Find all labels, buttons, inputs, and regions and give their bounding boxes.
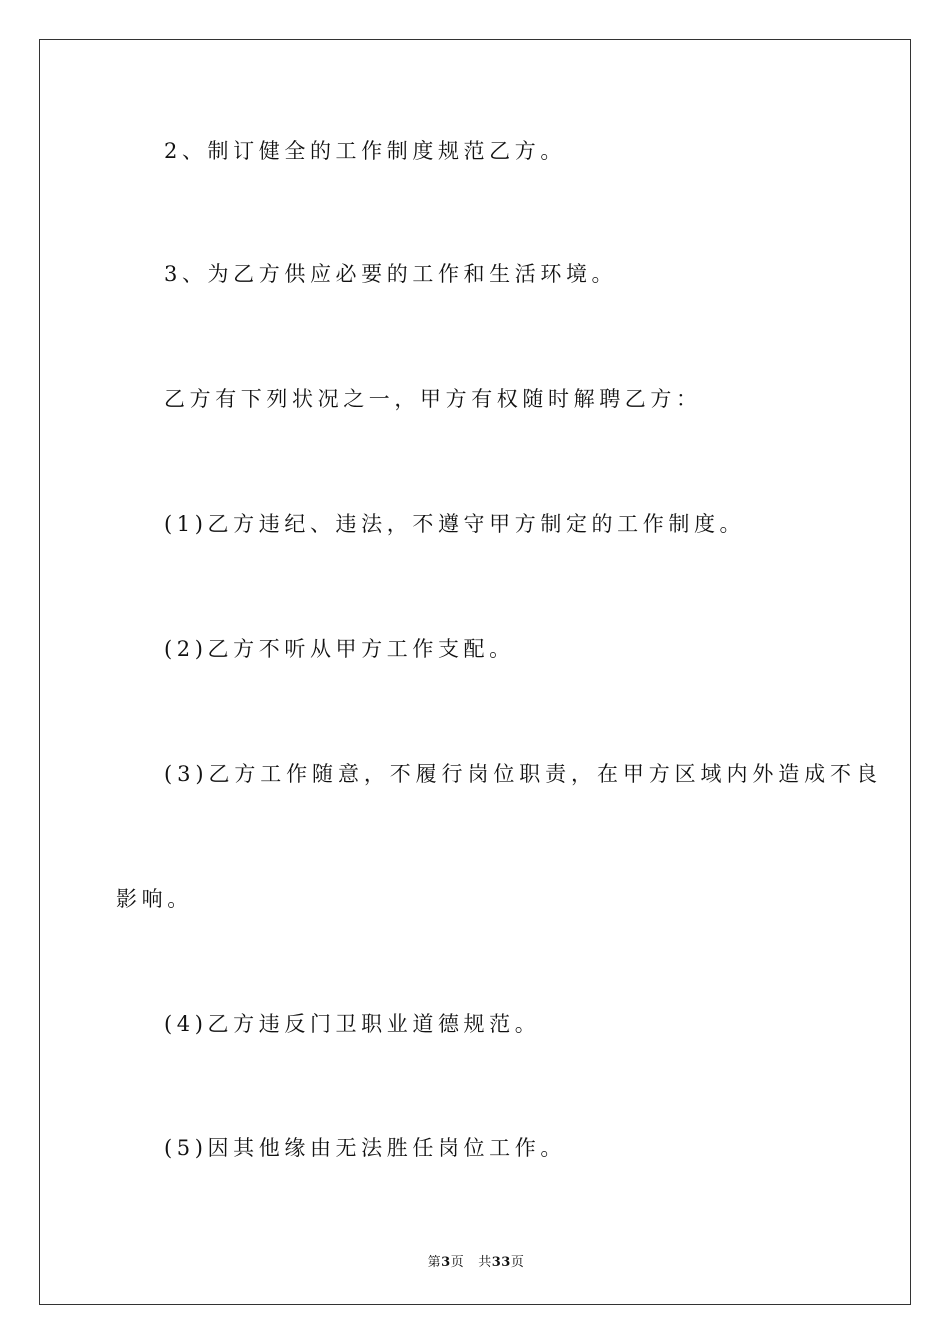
page-prefix: 第 <box>427 1255 442 1270</box>
page-current: 3 <box>441 1255 451 1270</box>
paragraph-item-3: 3、为乙方供应必要的工作和生活环境。 <box>164 262 618 286</box>
paragraph-clause-1: (1)乙方违纪、违法，不遵守甲方制定的工作制度。 <box>164 512 746 536</box>
paragraph-clause-5: (5)因其他缘由无法胜任岗位工作。 <box>164 1136 566 1160</box>
page-total: 33 <box>491 1255 511 1270</box>
paragraph-clause-4: (4)乙方违反门卫职业道德规范。 <box>164 1012 541 1036</box>
page-footer <box>40 1251 912 1270</box>
paragraph-dismissal-intro: 乙方有下列状况之一，甲方有权随时解聘乙方： <box>164 387 702 411</box>
total-prefix: 共 <box>478 1255 492 1270</box>
page-suffix: 页 <box>450 1255 465 1270</box>
paragraph-item-2: 2、制订健全的工作制度规范乙方。 <box>164 139 566 163</box>
page-frame <box>39 39 911 1305</box>
paragraph-clause-3-continued: 影响。 <box>116 887 193 911</box>
total-suffix: 页 <box>510 1255 525 1270</box>
paragraph-clause-3: (3)乙方工作随意，不履行岗位职责，在甲方区域内外造成不良 <box>164 762 882 786</box>
paragraph-clause-2: (2)乙方不听从甲方工作支配。 <box>164 637 515 661</box>
